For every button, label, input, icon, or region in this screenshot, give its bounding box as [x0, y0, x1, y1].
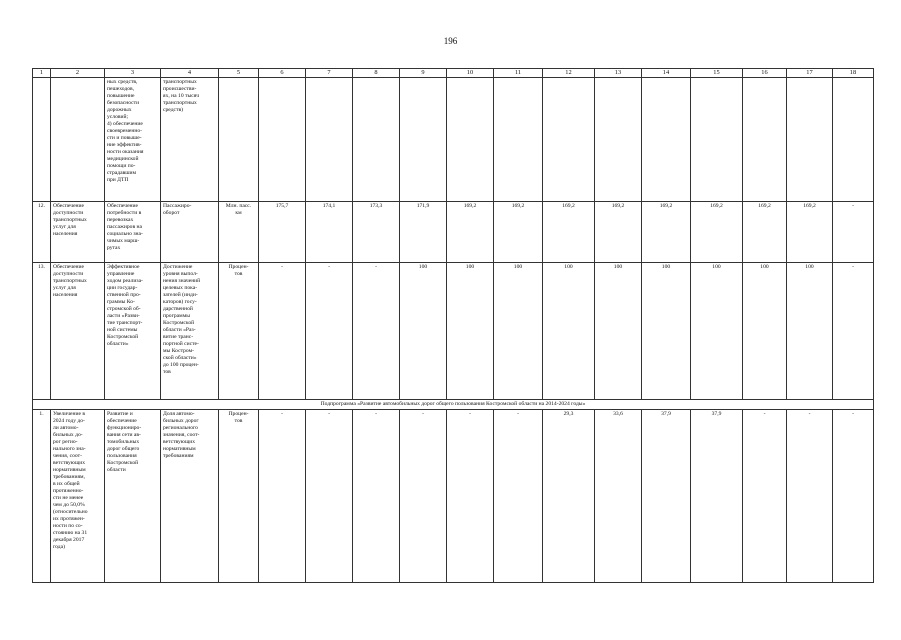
column-number-cell: 13 — [595, 69, 642, 78]
value-cell: 100 — [691, 263, 743, 400]
row-number: 12. — [33, 202, 51, 263]
value-cell: - — [353, 263, 400, 400]
column-number-cell: 2 — [51, 69, 105, 78]
column-number-cell: 18 — [833, 69, 874, 78]
value-cell: 169,2 — [691, 202, 743, 263]
goal-cell — [51, 78, 105, 202]
value-cell: 171,9 — [400, 202, 447, 263]
goal-cell: Обеспечение доступности транспортных услуг для населения — [51, 263, 105, 400]
subprogram-title: Подпрограмма «Развитие автомобильных дорог общего пользования Костромской области на 2014-2024 годы» — [33, 400, 874, 410]
goal-cell: Обеспечение доступности транспортных услуг для населения — [51, 202, 105, 263]
value-cell — [543, 78, 595, 202]
row-number: 1. — [33, 410, 51, 583]
value-cell: - — [259, 263, 306, 400]
value-cell — [353, 78, 400, 202]
task-cell: Развитие и обеспечение функциониро- вания сети ав- томобильных дорог общего пользования Костромской области — [105, 410, 161, 583]
value-cell — [787, 78, 833, 202]
value-cell: 100 — [743, 263, 787, 400]
value-cell — [833, 78, 874, 202]
column-number-cell: 6 — [259, 69, 306, 78]
task-cell: ных средств, пешеходов, повышение безопасности дорожных условий; 4) обеспечение своевременно- сти и повыше- ние эффектив- ности оказания медицинской помощи по- страдавшим при ДТП — [105, 78, 161, 202]
task-cell: Эффективное управление ходом реализа- ции государ- ственной про- граммы Ко- стромской об- ласти «Разви- тие транспорт- ной системы Костромской области» — [105, 263, 161, 400]
column-number-cell: 8 — [353, 69, 400, 78]
value-cell: 169,2 — [543, 202, 595, 263]
row-number: 13. — [33, 263, 51, 400]
value-cell: 29,3 — [543, 410, 595, 583]
column-number-cell: 7 — [306, 69, 353, 78]
value-cell — [306, 78, 353, 202]
value-cell: 33,6 — [595, 410, 642, 583]
value-cell: 169,2 — [595, 202, 642, 263]
value-cell: 37,9 — [691, 410, 743, 583]
table-row — [33, 410, 874, 583]
value-cell: - — [494, 410, 543, 583]
row-number — [33, 78, 51, 202]
value-cell: 169,2 — [787, 202, 833, 263]
indicator-cell: транспортных происшестви- ях, на 10 тысяч транспортных средств) — [161, 78, 219, 202]
value-cell — [642, 78, 691, 202]
indicator-cell: Достижение уровня выпол- нения значений целевых пока- зателей (инди- каторов) госу- дарственной программы Костромской области «Раз- витие транс- портной систе- мы Костром- ской области» до 100 процен- тов — [161, 263, 219, 400]
subprogram-row — [33, 400, 874, 410]
value-cell: 100 — [642, 263, 691, 400]
value-cell: - — [787, 410, 833, 583]
value-cell: 169,2 — [642, 202, 691, 263]
page-number: 196 — [443, 36, 458, 46]
value-cell: - — [259, 410, 306, 583]
table-row — [33, 78, 874, 202]
table-body — [33, 69, 874, 583]
value-cell: 169,2 — [447, 202, 494, 263]
table-row — [33, 202, 874, 263]
value-cell: 174,1 — [306, 202, 353, 263]
column-number-cell: 9 — [400, 69, 447, 78]
value-cell — [743, 78, 787, 202]
table-row — [33, 263, 874, 400]
unit-cell: Процен- тов — [219, 410, 259, 583]
task-cell: Обеспечение потребности в перевозках пассажиров на социально зна- чимых марш- рутах — [105, 202, 161, 263]
value-cell: 100 — [595, 263, 642, 400]
indicator-cell: Доля автомо- бильных дорог регионального значения, соот- ветствующих нормативным требованиям — [161, 410, 219, 583]
value-cell: 175,7 — [259, 202, 306, 263]
column-number-cell: 17 — [787, 69, 833, 78]
column-number-cell: 3 — [105, 69, 161, 78]
column-number-cell: 15 — [691, 69, 743, 78]
goal-cell: Увеличение в 2024 году до- ли автомо- бильных до- рог регио- нального зна- чения, соот- ветствующих нормативным требованиям, в их общей протяженно- сти не менее чем до 50,0% (относительно их протяжен- ности по со- стоянию на 31 декабря 2017 года) — [51, 410, 105, 583]
value-cell: - — [833, 410, 874, 583]
value-cell: - — [353, 410, 400, 583]
value-cell: - — [306, 410, 353, 583]
value-cell: - — [833, 202, 874, 263]
value-cell: - — [400, 410, 447, 583]
value-cell — [400, 78, 447, 202]
value-cell — [595, 78, 642, 202]
unit-cell: Процен- тов — [219, 263, 259, 400]
value-cell — [259, 78, 306, 202]
value-cell — [494, 78, 543, 202]
value-cell: 100 — [787, 263, 833, 400]
column-number-cell: 16 — [743, 69, 787, 78]
value-cell: - — [306, 263, 353, 400]
column-number-cell: 1 — [33, 69, 51, 78]
unit-cell: Млн. пасс. км — [219, 202, 259, 263]
value-cell: - — [743, 410, 787, 583]
value-cell: 100 — [447, 263, 494, 400]
column-number-row — [33, 69, 874, 78]
value-cell: 37,9 — [642, 410, 691, 583]
value-cell: 173,3 — [353, 202, 400, 263]
column-number-cell: 12 — [543, 69, 595, 78]
value-cell: 169,2 — [743, 202, 787, 263]
column-number-cell: 14 — [642, 69, 691, 78]
value-cell: 100 — [494, 263, 543, 400]
column-number-cell: 5 — [219, 69, 259, 78]
unit-cell — [219, 78, 259, 202]
value-cell — [447, 78, 494, 202]
column-number-cell: 10 — [447, 69, 494, 78]
column-number-cell: 11 — [494, 69, 543, 78]
value-cell: 100 — [543, 263, 595, 400]
value-cell: 169,2 — [494, 202, 543, 263]
value-cell: - — [447, 410, 494, 583]
value-cell — [691, 78, 743, 202]
indicators-table — [32, 68, 874, 583]
value-cell: 100 — [400, 263, 447, 400]
value-cell: - — [833, 263, 874, 400]
column-number-cell: 4 — [161, 69, 219, 78]
indicator-cell: Пассажиро- оборот — [161, 202, 219, 263]
